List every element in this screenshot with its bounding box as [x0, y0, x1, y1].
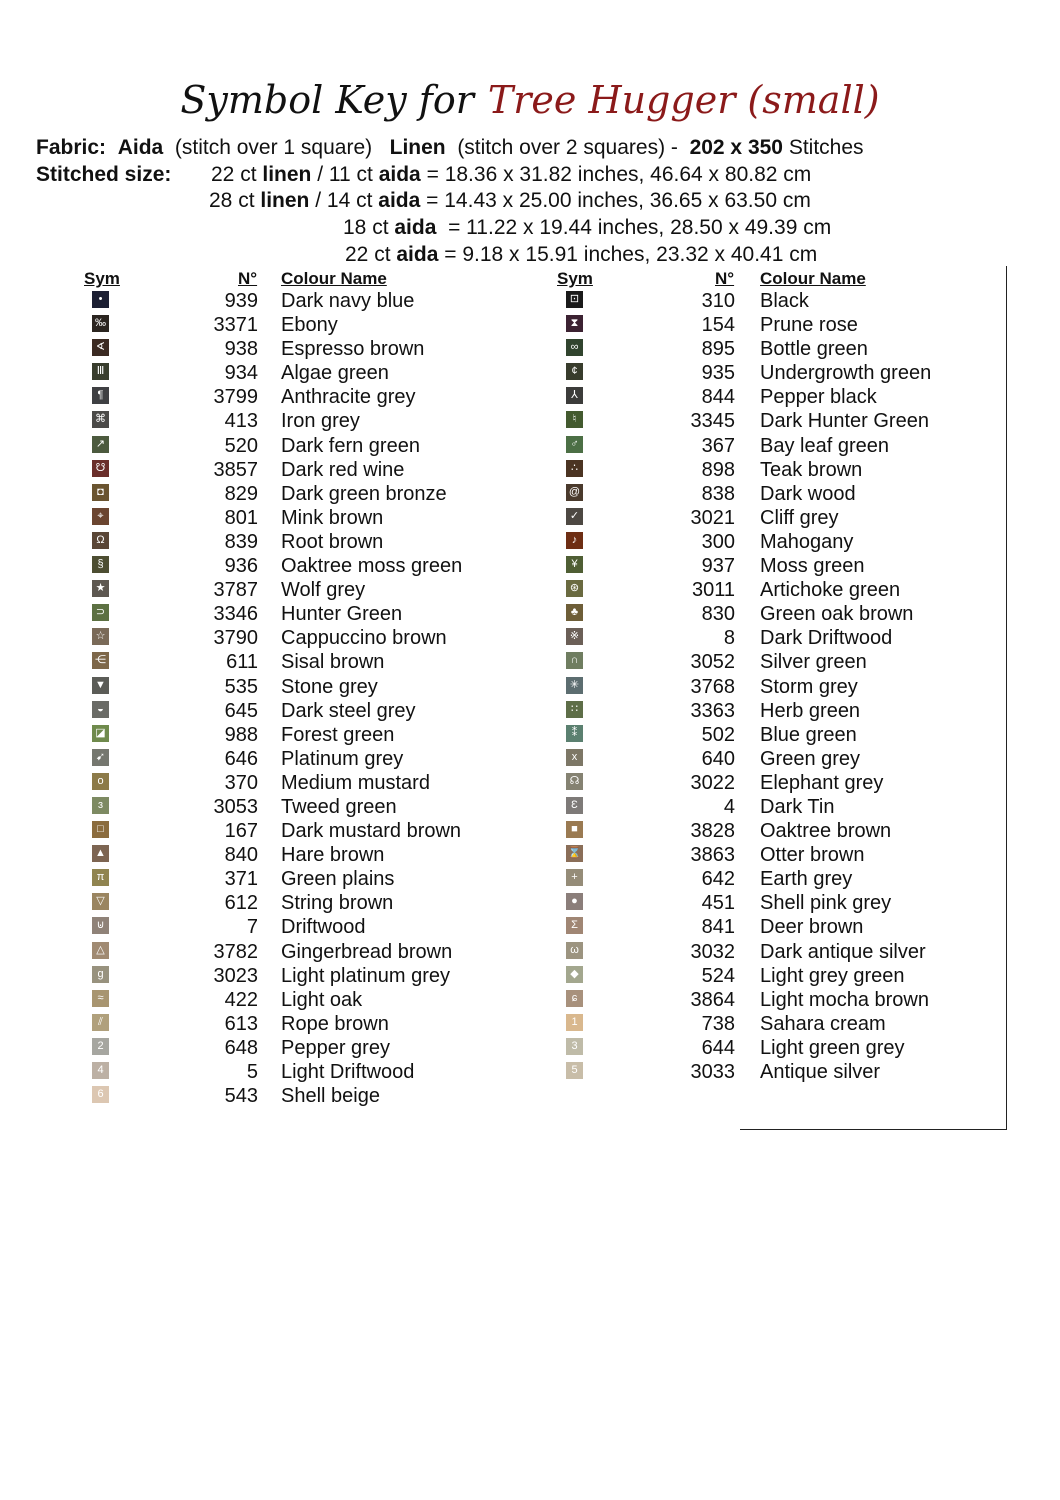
colour-name: Otter brown — [760, 844, 865, 867]
symbol-swatch: 2 — [92, 1038, 109, 1055]
colour-name: Light oak — [281, 988, 363, 1011]
dmc-number: 3864 — [690, 988, 735, 1011]
dmc-number: 451 — [701, 892, 735, 915]
colour-name: Rope brown — [281, 1012, 389, 1035]
dmc-number: 644 — [701, 1036, 735, 1059]
symbol-swatch: ♣ — [566, 604, 583, 621]
symbol-swatch: π — [92, 869, 109, 886]
title-pattern-name: Tree Hugger (small) — [487, 78, 880, 122]
symbol-swatch: ⊛ — [566, 580, 583, 597]
dmc-number: 934 — [224, 362, 258, 385]
symbol-swatch: ɕ — [566, 990, 583, 1007]
colour-name: Teak brown — [760, 458, 863, 481]
colour-name: Anthracite grey — [281, 386, 416, 409]
fabric-stitches-word: Stitches — [788, 136, 864, 159]
symbol-swatch: ⧗ — [566, 315, 583, 332]
dmc-number: 3799 — [213, 386, 258, 409]
colour-name: Dark Driftwood — [760, 627, 893, 650]
fabric-aida-note: (stitch over 1 square) — [174, 136, 373, 159]
header-sym: Sym — [84, 269, 120, 288]
dmc-number: 413 — [224, 410, 258, 433]
symbol-swatch: + — [566, 869, 583, 886]
symbol-swatch: ⊍ — [92, 917, 109, 934]
header-colour-name: Colour Name — [760, 269, 866, 288]
dmc-number: 5 — [246, 1061, 258, 1083]
symbol-swatch: ⌛ — [566, 845, 583, 862]
dmc-number: 645 — [224, 699, 258, 722]
dmc-number: 3021 — [690, 506, 735, 529]
symbol-swatch: ⌖ — [92, 508, 109, 525]
dmc-number: 371 — [224, 868, 258, 891]
symbol-swatch: ☋ — [92, 460, 109, 477]
colour-name: Sisal brown — [281, 651, 385, 674]
symbol-swatch: ⁑ — [566, 725, 583, 742]
dmc-number: 935 — [701, 362, 735, 385]
colour-name: Sahara cream — [760, 1012, 886, 1035]
dmc-number: 738 — [701, 1012, 735, 1035]
dmc-number: 830 — [701, 603, 735, 626]
fabric-aida: Aida — [117, 136, 164, 159]
dmc-number: 535 — [224, 675, 258, 698]
dmc-number: 898 — [701, 458, 735, 481]
stitched-size-label: Stitched size: — [36, 163, 172, 186]
symbol-swatch: Ω — [92, 532, 109, 549]
dmc-number: 543 — [224, 1085, 258, 1108]
stitched-size-row: 28 ct linen / 14 ct aida = 14.43 x 25.00 inches, 36.65 x 63.50 cm — [209, 189, 811, 212]
dmc-number: 642 — [701, 868, 735, 891]
dmc-number: 640 — [701, 747, 735, 770]
colour-name: Green plains — [281, 868, 395, 891]
colour-name: Light mocha brown — [760, 988, 929, 1011]
dmc-number: 611 — [226, 651, 258, 674]
colour-name: Black — [760, 290, 809, 312]
symbol-swatch: Σ — [566, 917, 583, 934]
symbol-swatch: ※ — [566, 628, 583, 645]
right-border-line — [1006, 266, 1007, 1130]
colour-name: String brown — [281, 892, 394, 915]
colour-name: Moss green — [760, 555, 865, 578]
colour-name: Medium mustard — [281, 771, 430, 794]
colour-name: Shell pink grey — [760, 892, 892, 915]
colour-name: Bay leaf green — [760, 434, 889, 457]
fabric-linen-note: (stitch over 2 squares) - — [457, 136, 678, 159]
dmc-number: 988 — [224, 723, 258, 746]
fabric-stitches: 202 x 350 — [689, 136, 783, 159]
symbol-swatch: ♂ — [566, 436, 583, 453]
symbol-swatch: ▼ — [92, 677, 109, 694]
symbol-swatch: ω — [566, 942, 583, 959]
fabric-line — [36, 135, 864, 161]
symbol-swatch: ♮ — [566, 411, 583, 428]
colour-name: Elephant grey — [760, 771, 884, 794]
dmc-number: 3857 — [213, 458, 258, 481]
dmc-number: 844 — [701, 386, 735, 409]
colour-name: Pepper grey — [281, 1036, 390, 1059]
fabric-linen: Linen — [389, 136, 446, 159]
colour-name: Oaktree brown — [760, 820, 892, 843]
dmc-number: 3782 — [213, 940, 258, 963]
colour-name: Shell beige — [281, 1085, 380, 1108]
colour-name: Hare brown — [281, 844, 385, 867]
dmc-number: 841 — [701, 916, 735, 939]
colour-name: Dark Tin — [760, 795, 835, 818]
symbol-swatch: ∩ — [566, 652, 583, 669]
dmc-number: 154 — [701, 314, 735, 337]
colour-name: Light Driftwood — [281, 1061, 415, 1083]
header-number: N° — [238, 269, 258, 288]
symbol-swatch: ɜ — [92, 797, 109, 814]
dmc-number: 3345 — [690, 410, 735, 433]
symbol-swatch: ◪ — [92, 725, 109, 742]
dmc-number: 939 — [224, 290, 258, 312]
symbol-swatch: ∞ — [566, 339, 583, 356]
symbol-swatch: ✳ — [566, 677, 583, 694]
symbol-swatch: 6 — [92, 1086, 109, 1103]
colour-name: Dark antique silver — [760, 940, 926, 963]
dmc-number: 167 — [224, 820, 258, 843]
dmc-number: 838 — [701, 482, 735, 505]
dmc-number: 422 — [224, 988, 258, 1011]
symbol-swatch: x — [566, 749, 583, 766]
symbol-swatch: ‰ — [92, 315, 109, 332]
colour-name: Earth grey — [760, 868, 853, 891]
dmc-number: 938 — [224, 338, 258, 361]
colour-name: Iron grey — [281, 410, 360, 433]
colour-name: Light platinum grey — [281, 964, 450, 987]
symbol-swatch: • — [92, 291, 109, 308]
symbol-swatch: ▽ — [92, 893, 109, 910]
dmc-number: 3052 — [690, 651, 735, 674]
symbol-swatch: △ — [92, 942, 109, 959]
dmc-number: 3032 — [690, 940, 735, 963]
stitched-size-row: 22 ct linen / 11 ct aida = 18.36 x 31.82 inches, 46.64 x 80.82 cm — [211, 163, 812, 186]
colour-name: Dark wood — [760, 482, 856, 505]
fabric-label: Fabric: — [36, 136, 107, 159]
symbol-swatch: ▲ — [92, 845, 109, 862]
colour-name: Gingerbread brown — [281, 940, 453, 963]
dmc-number: 839 — [224, 530, 258, 553]
symbol-swatch: g — [92, 966, 109, 983]
dmc-number: 612 — [224, 892, 258, 915]
symbol-swatch: ● — [566, 893, 583, 910]
symbol-swatch: ¶ — [92, 387, 109, 404]
colour-name: Antique silver — [760, 1061, 881, 1083]
colour-name: Hunter Green — [281, 603, 403, 626]
dmc-number: 648 — [224, 1036, 258, 1059]
dmc-number: 502 — [701, 723, 735, 746]
symbol-swatch: ∴ — [566, 460, 583, 477]
colour-name: Dark mustard brown — [281, 820, 462, 843]
symbol-swatch: ◒ — [92, 701, 109, 718]
colour-name: Storm grey — [760, 675, 858, 698]
colour-name: Forest green — [281, 723, 395, 746]
header-colour-name: Colour Name — [281, 269, 387, 288]
symbol-swatch: ■ — [566, 821, 583, 838]
dmc-number: 3346 — [213, 603, 258, 626]
symbol-swatch: 1 — [566, 1014, 583, 1031]
colour-name: Herb green — [760, 699, 861, 722]
colour-name: Wolf grey — [281, 579, 366, 602]
symbol-swatch: 3 — [566, 1038, 583, 1055]
dmc-number: 7 — [246, 916, 258, 939]
stitched-size-row: 18 ct aida = 11.22 x 19.44 inches, 28.50 x 49.39 cm — [343, 216, 832, 239]
colour-name: Cappuccino brown — [281, 627, 447, 650]
symbol-swatch: ↗ — [92, 436, 109, 453]
colour-name: Stone grey — [281, 675, 378, 698]
colour-name: Silver green — [760, 651, 867, 674]
dmc-number: 937 — [701, 555, 735, 578]
symbol-swatch: Ɛ — [566, 797, 583, 814]
colour-name: Ebony — [281, 314, 338, 337]
colour-name: Light green grey — [760, 1036, 905, 1059]
dmc-number: 613 — [224, 1012, 258, 1035]
symbol-swatch: ∷ — [566, 701, 583, 718]
symbol-swatch: ➹ — [92, 749, 109, 766]
colour-name: Dark steel grey — [281, 699, 416, 722]
dmc-number: 370 — [224, 771, 258, 794]
dmc-number: 936 — [224, 555, 258, 578]
colour-name: Deer brown — [760, 916, 864, 939]
colour-name: Dark navy blue — [281, 290, 415, 312]
symbol-swatch: ☆ — [92, 628, 109, 645]
colour-name: Espresso brown — [281, 338, 425, 361]
colour-name: Bottle green — [760, 338, 868, 361]
dmc-number: 520 — [224, 434, 258, 457]
header-number: N° — [715, 269, 735, 288]
symbol-swatch: ☊ — [566, 773, 583, 790]
colour-name: Dark red wine — [281, 458, 405, 481]
dmc-number: 3828 — [690, 820, 735, 843]
page-title — [0, 74, 1060, 126]
symbol-swatch: ✓ — [566, 508, 583, 525]
symbol-swatch: o — [92, 773, 109, 790]
dmc-number: 3022 — [690, 771, 735, 794]
bottom-border-line — [740, 1129, 1007, 1130]
symbol-swatch: □ — [92, 821, 109, 838]
dmc-number: 3053 — [213, 795, 258, 818]
dmc-number: 3768 — [690, 675, 735, 698]
colour-name: Dark Hunter Green — [760, 410, 929, 433]
symbol-swatch: ⌘ — [92, 411, 109, 428]
header-sym: Sym — [557, 269, 593, 288]
symbol-swatch: ◆ — [566, 966, 583, 983]
symbol-swatch: ≈ — [92, 990, 109, 1007]
title-prefix: Symbol Key for — [180, 78, 474, 122]
colour-name: Dark green bronze — [281, 482, 447, 505]
colour-name: Mink brown — [281, 506, 384, 529]
dmc-number: 801 — [224, 506, 258, 529]
dmc-number: 3011 — [691, 579, 735, 602]
symbol-swatch: ⊡ — [566, 291, 583, 308]
symbol-swatch: 4 — [92, 1062, 109, 1079]
colour-name: Driftwood — [281, 916, 366, 939]
colour-name: Light grey green — [760, 964, 905, 987]
dmc-number: 310 — [701, 290, 735, 312]
colour-name: Dark fern green — [281, 434, 420, 457]
symbol-swatch: ⋲ — [92, 652, 109, 669]
symbol-swatch: 5 — [566, 1062, 583, 1079]
dmc-number: 4 — [723, 795, 735, 818]
dmc-number: 895 — [701, 338, 735, 361]
colour-name: Green oak brown — [760, 603, 914, 626]
symbol-swatch: ⅄ — [566, 387, 583, 404]
dmc-number: 840 — [224, 844, 258, 867]
dmc-number: 3023 — [213, 964, 258, 987]
dmc-number: 3033 — [690, 1061, 735, 1083]
colour-name: Platinum grey — [281, 747, 404, 770]
colour-name: Tweed green — [281, 795, 397, 818]
dmc-number: 3787 — [213, 579, 258, 602]
colour-name: Cliff grey — [760, 506, 839, 529]
dmc-number: 367 — [701, 434, 735, 457]
symbol-swatch: Ⅲ — [92, 363, 109, 380]
symbol-swatch: ⫽ — [92, 1014, 109, 1031]
colour-name: Green grey — [760, 747, 861, 770]
colour-name: Pepper black — [760, 386, 877, 409]
symbol-swatch: § — [92, 556, 109, 573]
dmc-number: 300 — [701, 530, 735, 553]
symbol-swatch: ⊃ — [92, 604, 109, 621]
dmc-number: 3363 — [690, 699, 735, 722]
symbol-swatch: ◘ — [92, 484, 109, 501]
colour-name: Oaktree moss green — [281, 555, 463, 578]
dmc-number: 3863 — [690, 844, 735, 867]
dmc-number: 3790 — [213, 627, 258, 650]
stitched-size-row: 22 ct aida = 9.18 x 15.91 inches, 23.32 x 40.41 cm — [345, 243, 818, 266]
colour-name: Undergrowth green — [760, 362, 932, 385]
colour-name: Mahogany — [760, 530, 854, 553]
symbol-swatch: ∢ — [92, 339, 109, 356]
symbol-swatch: ♪ — [566, 532, 583, 549]
colour-name: Root brown — [281, 530, 384, 553]
colour-name: Prune rose — [760, 314, 858, 337]
colour-name: Artichoke green — [760, 579, 901, 602]
dmc-number: 829 — [224, 482, 258, 505]
colour-name: Blue green — [760, 723, 857, 746]
symbol-swatch: @ — [566, 484, 583, 501]
symbol-swatch: ¢ — [566, 363, 583, 380]
symbol-swatch: ★ — [92, 580, 109, 597]
dmc-number: 646 — [224, 747, 258, 770]
symbol-swatch: ¥ — [566, 556, 583, 573]
dmc-number: 8 — [723, 627, 735, 650]
dmc-number: 3371 — [213, 314, 258, 337]
colour-name: Algae green — [281, 362, 389, 385]
dmc-number: 524 — [701, 964, 735, 987]
